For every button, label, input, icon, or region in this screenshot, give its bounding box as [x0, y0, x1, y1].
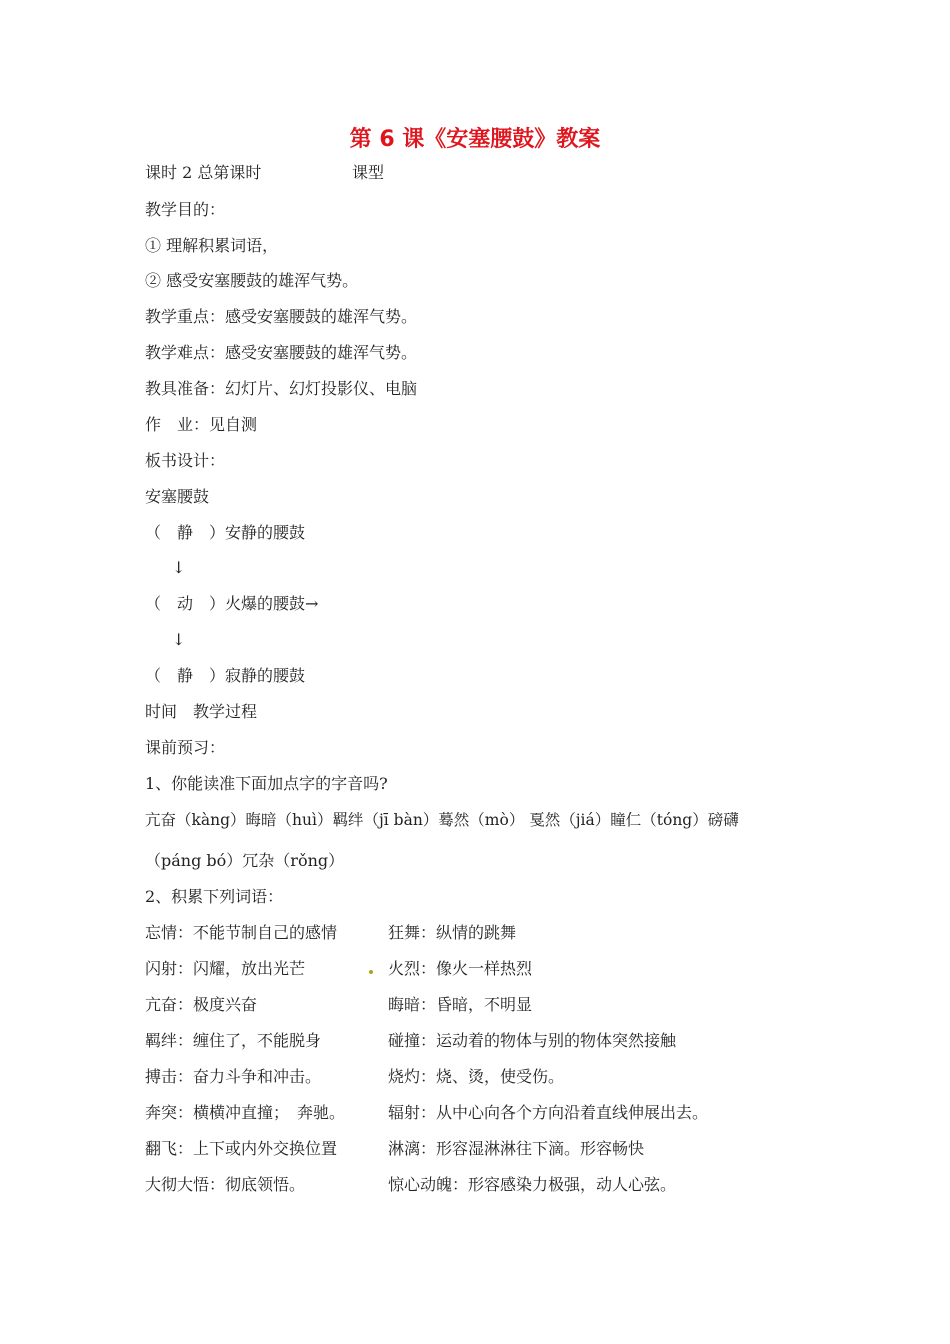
- objectives-heading: 教学目的：: [145, 200, 226, 219]
- objective-2: ② 感受安塞腰鼓的雄浑气势。: [145, 271, 359, 290]
- question-2: 2、积累下列词语：: [145, 887, 284, 906]
- vocab-left: 搏击：奋力斗争和冲击。: [145, 1067, 322, 1086]
- homework: 作 业：见自测: [145, 415, 258, 434]
- vocab-right: 晦暗：昏暗，不明显: [388, 995, 533, 1014]
- vocab-right: 辐射：从中心向各个方向沿着直线伸展出去。: [388, 1103, 709, 1122]
- board-item-move: （ 动 ）火爆的腰鼓→: [145, 594, 319, 613]
- pronunciation-line-1: 亢奋（kàng）晦暗（huì）羁绊（jī bàn）蓦然（mò） 戛然（jiá）瞳仁（tóng）磅礴: [145, 811, 739, 829]
- down-arrow-icon: ↓: [172, 558, 186, 577]
- vocab-left: 奔突：横横冲直撞； 奔驰。: [145, 1103, 346, 1122]
- vocab-left: 翻飞：上下或内外交换位置: [145, 1139, 338, 1158]
- vocab-left: 闪射：闪耀，放出光芒: [145, 959, 306, 978]
- class-type: 课型: [352, 163, 385, 182]
- process-header: 时间 教学过程: [145, 702, 258, 721]
- vocab-left: 亢奋：极度兴奋: [145, 995, 258, 1014]
- vocab-left: 大彻大悟：彻底领悟。: [145, 1175, 306, 1194]
- vocab-right: 狂舞：纵情的跳舞: [388, 923, 517, 942]
- vocab-right: 烧灼：烧、烫，使受伤。: [388, 1067, 565, 1086]
- preview-heading: 课前预习：: [145, 738, 226, 757]
- difficult-point: 教学难点：感受安塞腰鼓的雄浑气势。: [145, 343, 418, 362]
- teaching-aids: 教具准备：幻灯片、幻灯投影仪、电脑: [145, 379, 418, 398]
- board-item-still-1: （ 静 ）安静的腰鼓: [145, 523, 306, 542]
- vocab-right: 火烈：像火一样热烈: [388, 959, 533, 978]
- vocab-right: 惊心动魄：形容感染力极强，动人心弦。: [388, 1175, 677, 1194]
- vocab-left: 羁绊：缠住了，不能脱身: [145, 1031, 322, 1050]
- vocab-right: 碰撞：运动着的物体与别的物体突然接触: [388, 1031, 677, 1050]
- board-item-still-2: （ 静 ）寂静的腰鼓: [145, 666, 306, 685]
- decorative-dot: [369, 970, 373, 974]
- question-1: 1、你能读准下面加点字的字音吗?: [145, 774, 388, 793]
- down-arrow-icon: ↓: [172, 630, 186, 649]
- objective-1: ① 理解积累词语，: [145, 236, 279, 255]
- vocab-left: 忘情：不能节制自己的感情: [145, 923, 338, 942]
- class-hours: 课时 2 总第课时: [145, 163, 262, 182]
- document-title: 第 6 课《安塞腰鼓》教案: [349, 127, 601, 152]
- pronunciation-line-2: （páng bó）冗杂（rǒng）: [145, 851, 345, 870]
- vocab-right: 淋漓：形容湿淋淋往下滴。形容畅快: [388, 1139, 645, 1158]
- board-title: 安塞腰鼓: [145, 487, 210, 506]
- key-point: 教学重点：感受安塞腰鼓的雄浑气势。: [145, 307, 418, 326]
- board-design-heading: 板书设计：: [145, 451, 226, 470]
